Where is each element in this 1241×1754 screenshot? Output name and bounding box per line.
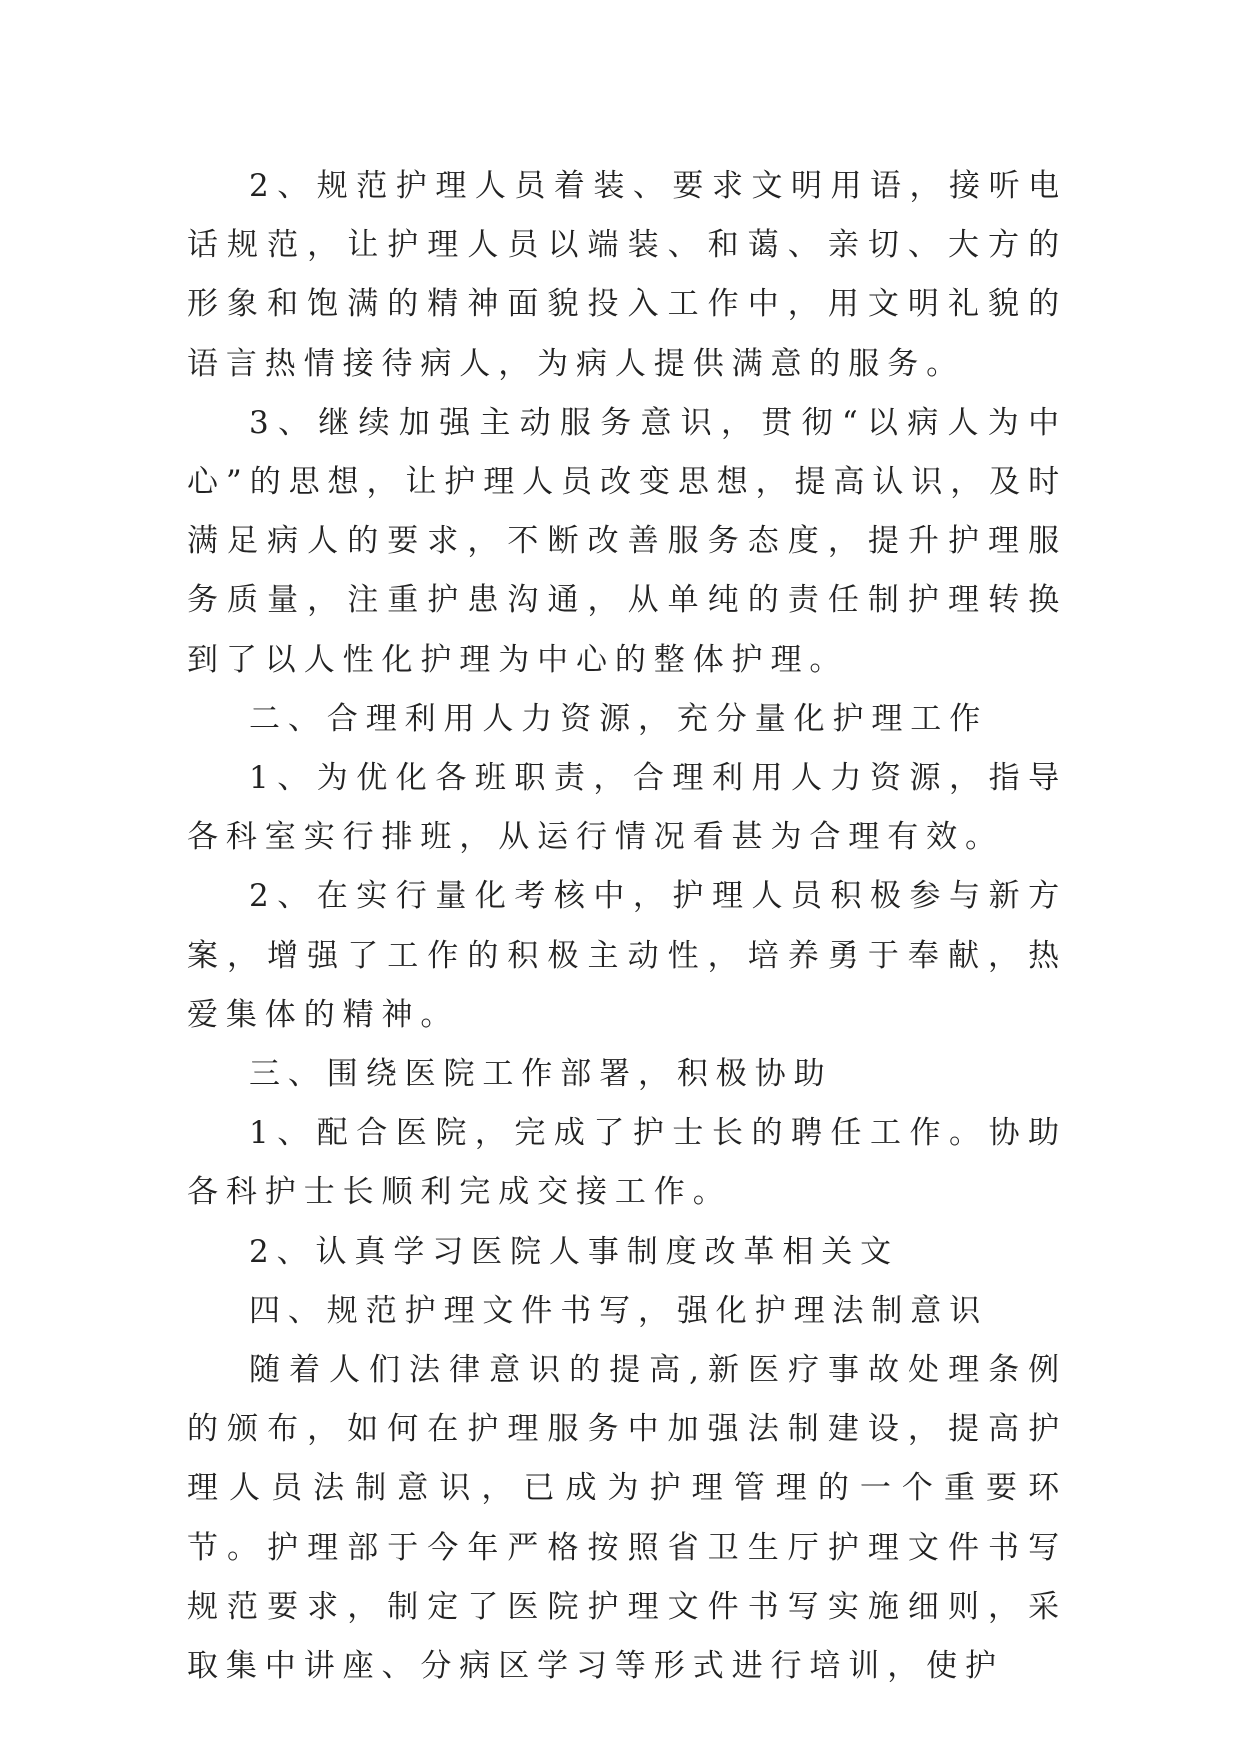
paragraph-dress-code: 2、规范护理人员着装、要求文明用语，接听电话规范，让护理人员以端装、和蔼、亲切、大方的形象和饱满的精神面貌投入工作中，用文明礼貌的语言热情接待病人，为病人提供满意的服务。 <box>187 168 1067 382</box>
paragraph-shift-duties: 1、为优化各班职责，合理利用人力资源，指导各科室实行排班，从运行情况看甚为合理有效。 <box>187 760 1067 856</box>
paragraph-quantified-assessment: 2、在实行量化考核中，护理人员积极参与新方案，增强了工作的积极主动性，培养勇于奉献，热爱集体的精神。 <box>187 878 1067 1033</box>
paragraph-personnel-reform: 2、认真学习医院人事制度改革相关文 <box>249 1233 900 1270</box>
paragraph-head-nurse-appointment: 1、配合医院，完成了护士长的聘任工作。协助各科护士长顺利完成交接工作。 <box>187 1115 1067 1211</box>
paragraph-service-awareness: 3、继续加强主动服务意识，贯彻“以病人为中心”的思想，让护理人员改变思想，提高认识，及时满足病人的要求，不断改善服务态度，提升护理服务质量，注重护患沟通，从单纯的责任制护理转换到了以人性化护理为中心的整体护理。 <box>187 404 1067 678</box>
section-heading-documentation: 四、规范护理文件书写，强化护理法制意识 <box>249 1292 989 1329</box>
section-heading-hospital-deployment: 三、围绕医院工作部署，积极协助 <box>249 1056 833 1093</box>
section-heading-human-resources: 二、合理利用人力资源，充分量化护理工作 <box>249 700 989 737</box>
paragraph-legal-awareness: 随着人们法律意识的提高,新医疗事故处理条例的颁布，如何在护理服务中加强法制建设，提高护理人员法制意识，已成为护理管理的一个重要环节。护理部于今年严格按照省卫生厅护理文件书写规范要求，制定了医院护理文件书写实施细则，采取集中讲座、分病区学习等形式进行培训，使护 <box>187 1352 1067 1685</box>
document-body <box>187 157 1067 1696</box>
